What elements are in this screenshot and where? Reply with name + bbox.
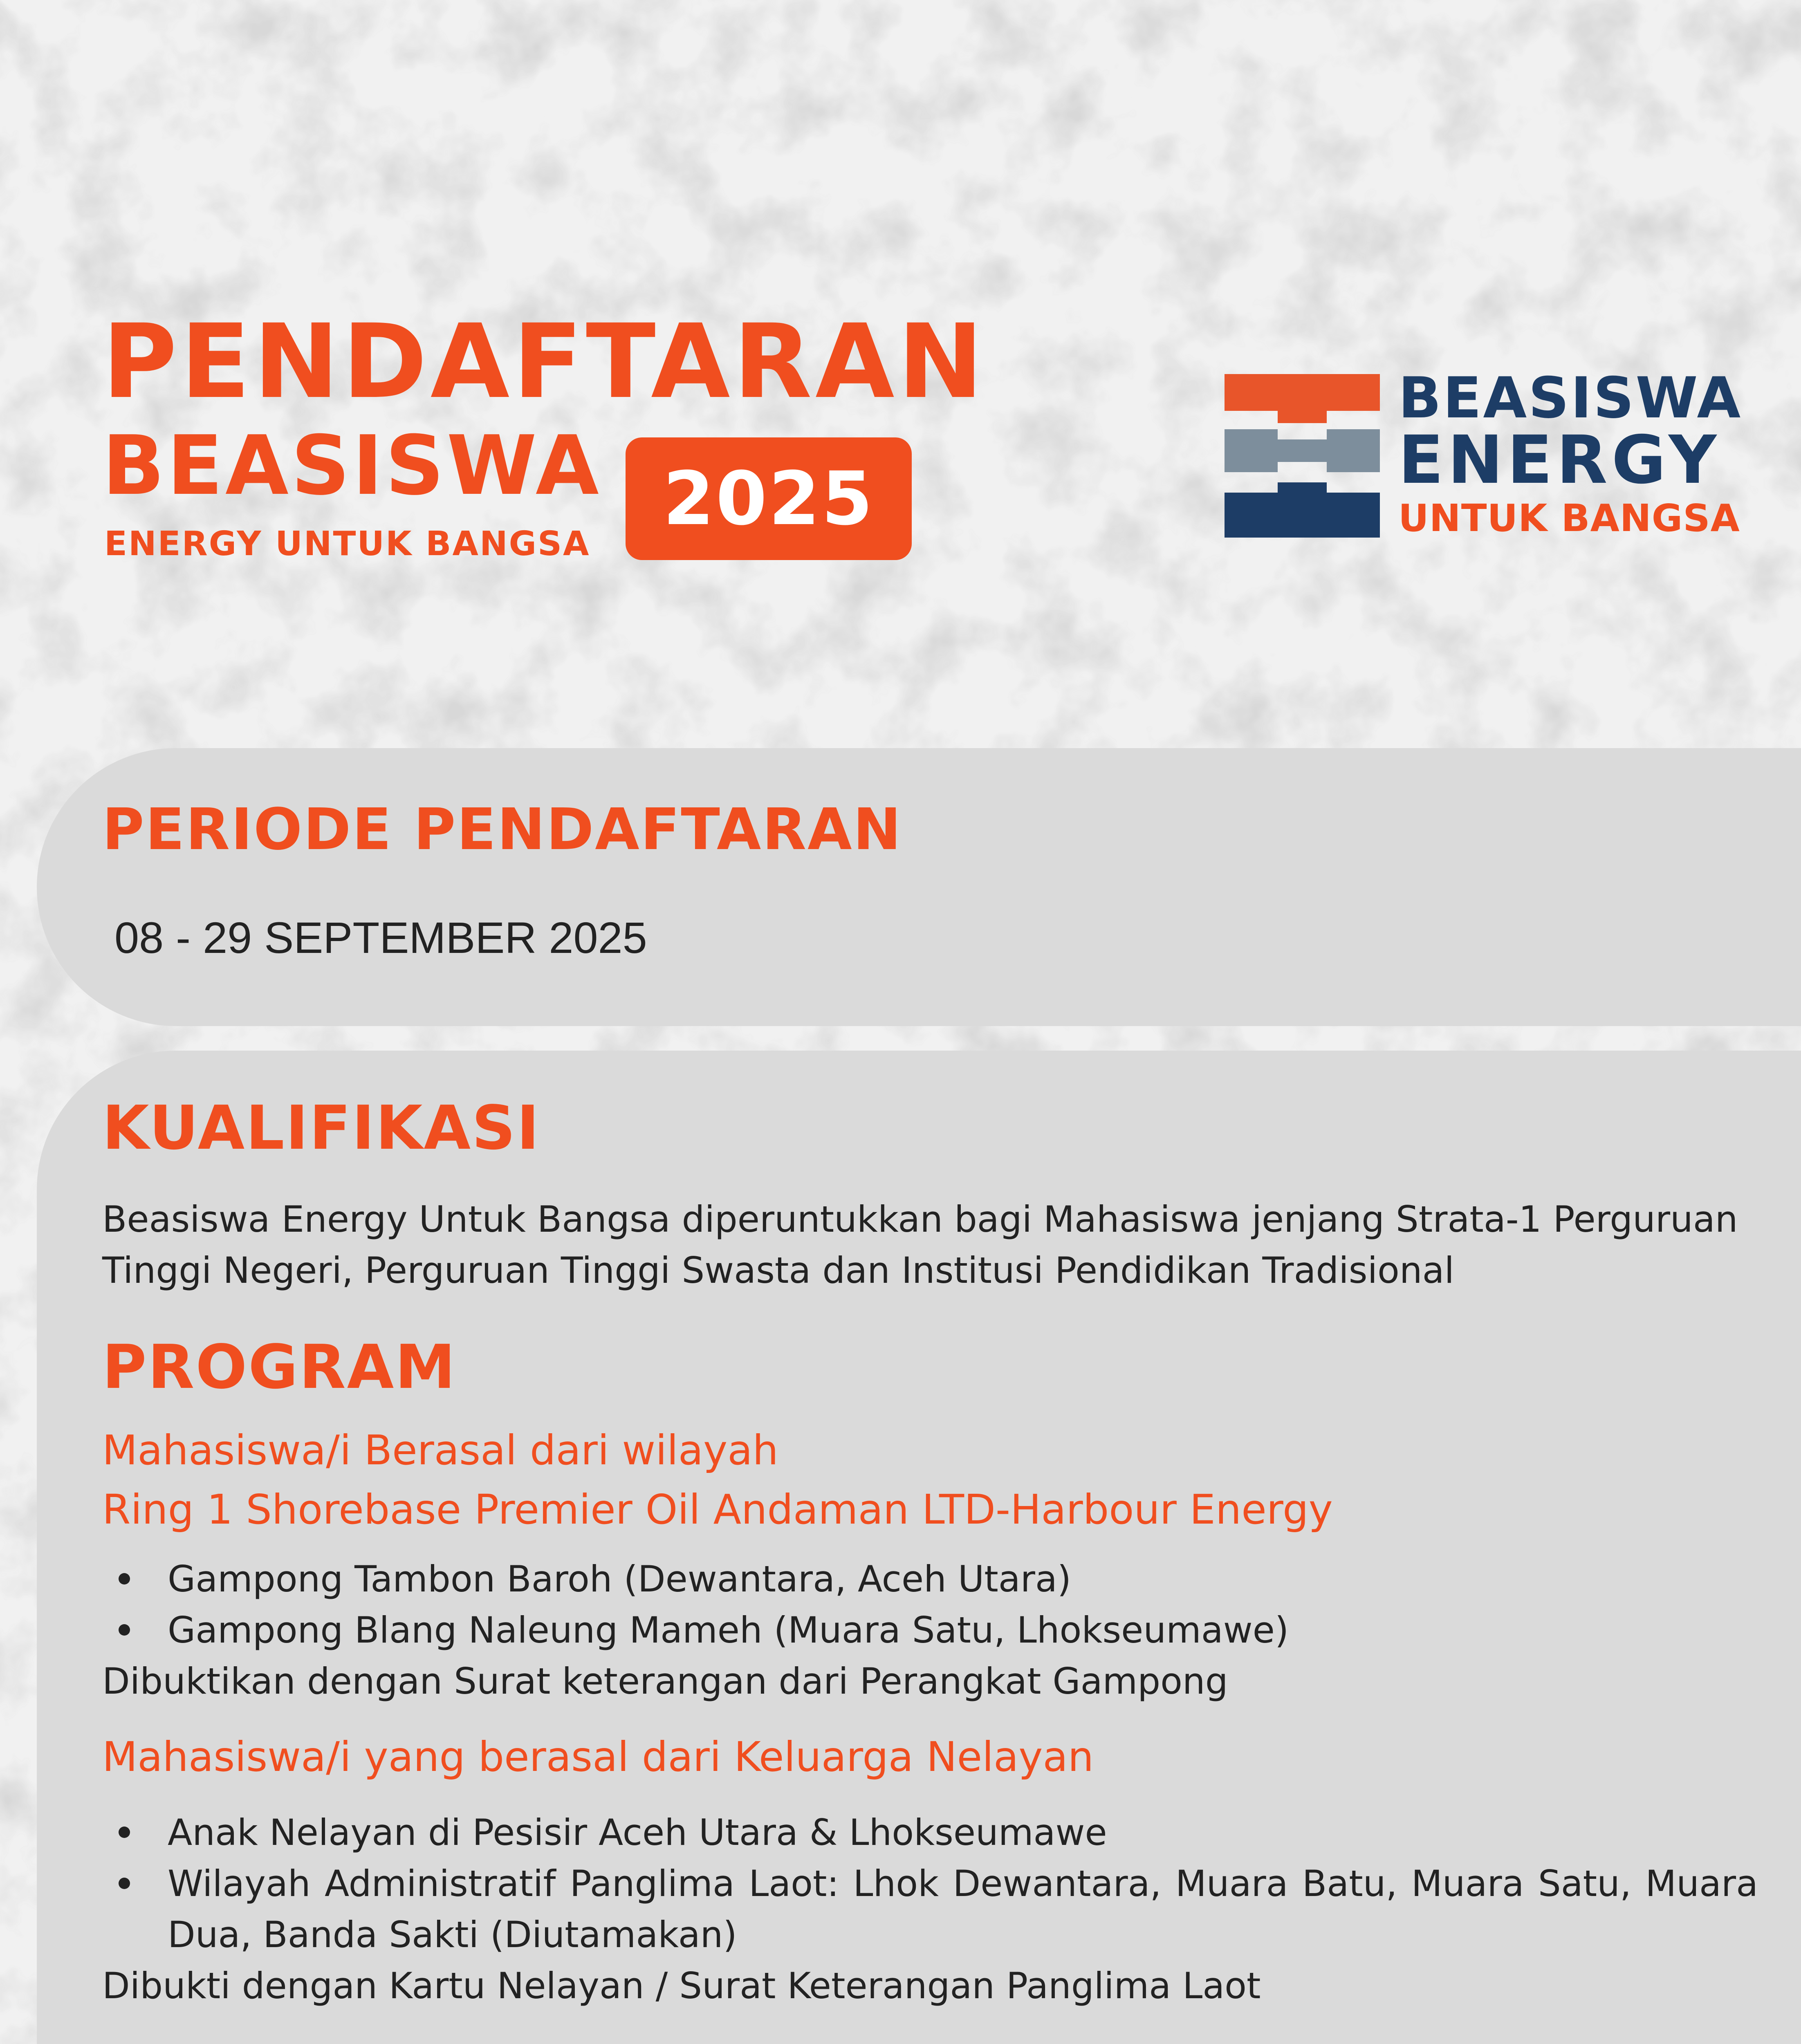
beasiswa-energy-logo-icon: [1225, 374, 1380, 538]
logo-text-beasiswa: BEASISWA: [1398, 365, 1743, 431]
program-group1-line2: Ring 1 Shorebase Premier Oil Andaman LTD-Harbour Energy: [102, 1486, 1333, 1533]
program-group1-note: Dibuktikan dengan Surat keterangan dari Perangkat Gampong: [102, 1660, 1228, 1702]
logo-text-untuk-bangsa: UNTUK BANGSA: [1398, 496, 1740, 540]
list-item: Anak Nelayan di Pesisir Aceh Utara & Lhokseumawe: [102, 1807, 1758, 1858]
list-item: Wilayah Administratif Panglima Laot: Lhok Dewantara, Muara Batu, Muara Satu, Muara Dua, Banda Sakti (Diutamakan): [102, 1858, 1758, 1960]
kualifikasi-heading: KUALIFIKASI: [102, 1093, 541, 1163]
kualifikasi-body: Beasiswa Energy Untuk Bangsa diperuntukkan bagi Mahasiswa jenjang Strata-1 Perguruan Tinggi Negeri, Perguruan Tinggi Swasta dan Institusi Pendidikan Tradisional: [102, 1198, 1738, 1291]
periode-date: 08 - 29 SEPTEMBER 2025: [114, 913, 647, 962]
periode-panel: [37, 748, 1801, 1026]
program-group1-title: [102, 1421, 1333, 1539]
program-group2-title: Mahasiswa/i yang berasal dari Keluarga Nelayan: [102, 1733, 1094, 1781]
program-group1-list: [102, 1553, 1758, 1656]
program-heading: PROGRAM: [102, 1332, 457, 1402]
program-group2-list: [102, 1807, 1758, 1960]
title-pendaftaran: PENDAFTARAN: [102, 302, 987, 421]
title-subtitle: ENERGY UNTUK BANGSA: [104, 524, 590, 563]
periode-heading: PERIODE PENDAFTARAN: [102, 796, 902, 863]
year-badge: 2025: [626, 437, 912, 560]
list-item: Gampong Blang Naleung Mameh (Muara Satu, Lhokseumawe): [102, 1605, 1758, 1656]
logo-text-energy: ENERGY: [1398, 422, 1721, 499]
program-group2-note: Dibukti dengan Kartu Nelayan / Surat Keterangan Panglima Laot: [102, 1965, 1261, 2007]
list-item: Gampong Tambon Baroh (Dewantara, Aceh Utara): [102, 1553, 1758, 1605]
title-beasiswa: BEASISWA: [102, 418, 601, 513]
program-group1-line1: Mahasiswa/i Berasal dari wilayah: [102, 1426, 778, 1474]
